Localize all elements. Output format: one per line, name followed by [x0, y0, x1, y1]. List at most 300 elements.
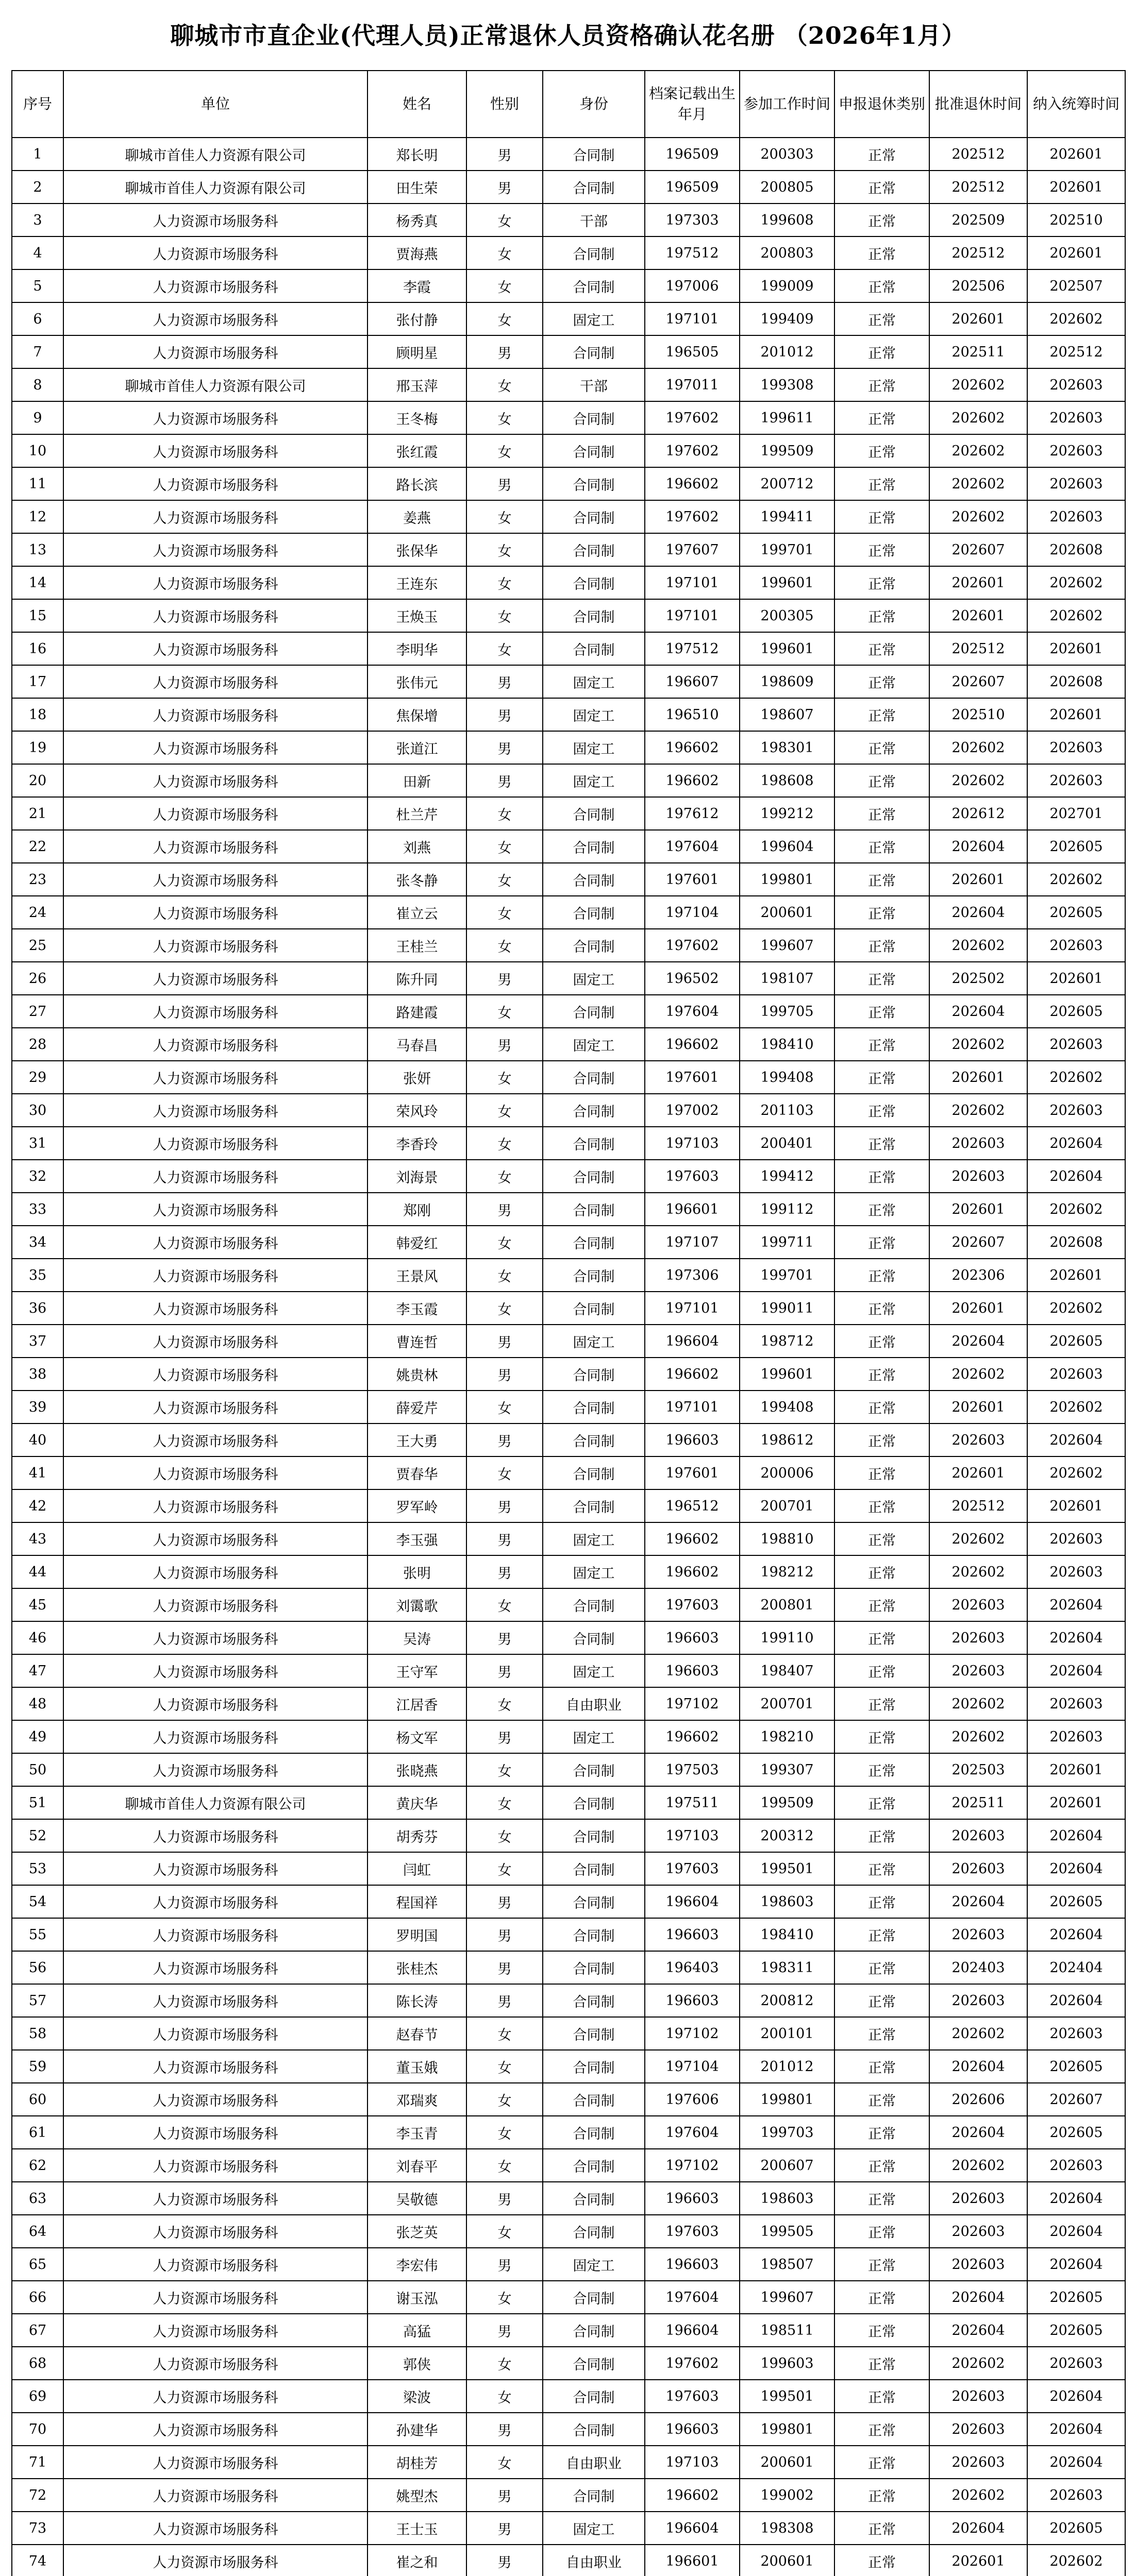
- cell-gender: 女: [466, 599, 543, 632]
- cell-approved-retire: 202601: [929, 1456, 1027, 1489]
- cell-identity: 合同制: [543, 599, 645, 632]
- cell-approved-retire: 202602: [929, 1028, 1027, 1061]
- cell-seq: 39: [12, 1391, 63, 1423]
- cell-name: 罗军岭: [367, 1489, 466, 1522]
- cell-birth: 197602: [645, 2347, 740, 2380]
- cell-pooling: 202603: [1027, 1687, 1125, 1720]
- cell-gender: 女: [466, 830, 543, 863]
- cell-unit: 人力资源市场服务科: [63, 2215, 367, 2248]
- cell-unit: 人力资源市场服务科: [63, 1358, 367, 1391]
- cell-retire-type: 正常: [834, 1127, 929, 1160]
- cell-approved-retire: 202503: [929, 1753, 1027, 1786]
- cell-gender: 男: [466, 764, 543, 797]
- cell-birth: 196602: [645, 2479, 740, 2512]
- cell-gender: 男: [466, 2314, 543, 2347]
- cell-pooling: 202605: [1027, 2281, 1125, 2314]
- cell-pooling: 202605: [1027, 2314, 1125, 2347]
- cell-pooling: 202605: [1027, 2050, 1125, 2083]
- cell-pooling: 202604: [1027, 1852, 1125, 1885]
- cell-birth: 196602: [645, 1720, 740, 1753]
- cell-approved-retire: 202604: [929, 2050, 1027, 2083]
- cell-pooling: 202602: [1027, 566, 1125, 599]
- cell-birth: 196602: [645, 1555, 740, 1588]
- cell-seq: 71: [12, 2446, 63, 2479]
- cell-gender: 女: [466, 533, 543, 566]
- cell-seq: 32: [12, 1160, 63, 1193]
- cell-seq: 12: [12, 500, 63, 533]
- cell-work-start: 199307: [740, 1753, 834, 1786]
- cell-retire-type: 正常: [834, 962, 929, 995]
- cell-name: 张明: [367, 1555, 466, 1588]
- cell-unit: 人力资源市场服务科: [63, 1226, 367, 1259]
- cell-unit: 聊城市首佳人力资源有限公司: [63, 171, 367, 204]
- cell-approved-retire: 202604: [929, 2314, 1027, 2347]
- cell-retire-type: 正常: [834, 2248, 929, 2281]
- cell-unit: 人力资源市场服务科: [63, 1555, 367, 1588]
- cell-work-start: 200701: [740, 1687, 834, 1720]
- cell-name: 杜兰芹: [367, 797, 466, 830]
- cell-pooling: 202602: [1027, 1193, 1125, 1226]
- cell-retire-type: 正常: [834, 1687, 929, 1720]
- cell-birth: 196403: [645, 1951, 740, 1984]
- cell-work-start: 199601: [740, 1358, 834, 1391]
- cell-name: 李香玲: [367, 1127, 466, 1160]
- cell-work-start: 199501: [740, 1852, 834, 1885]
- cell-identity: 合同制: [543, 335, 645, 368]
- cell-unit: 人力资源市场服务科: [63, 1325, 367, 1358]
- cell-pooling: 202604: [1027, 1423, 1125, 1456]
- table-row: [12, 1391, 1125, 1423]
- cell-approved-retire: 202602: [929, 2479, 1027, 2512]
- cell-retire-type: 正常: [834, 599, 929, 632]
- cell-name: 邓瑞爽: [367, 2083, 466, 2116]
- cell-retire-type: 正常: [834, 2083, 929, 2116]
- cell-birth: 197104: [645, 2050, 740, 2083]
- cell-pooling: 202608: [1027, 1226, 1125, 1259]
- cell-gender: 女: [466, 995, 543, 1028]
- cell-name: 孙建华: [367, 2413, 466, 2446]
- cell-retire-type: 正常: [834, 401, 929, 434]
- cell-retire-type: 正常: [834, 2446, 929, 2479]
- cell-birth: 197602: [645, 434, 740, 467]
- cell-birth: 197602: [645, 929, 740, 962]
- cell-identity: 合同制: [543, 2413, 645, 2446]
- cell-seq: 31: [12, 1127, 63, 1160]
- cell-approved-retire: 202603: [929, 1423, 1027, 1456]
- cell-pooling: 202603: [1027, 2017, 1125, 2050]
- table-row: [12, 2215, 1125, 2248]
- cell-seq: 58: [12, 2017, 63, 2050]
- cell-identity: 合同制: [543, 2215, 645, 2248]
- cell-gender: 男: [466, 2182, 543, 2215]
- table-row: [12, 764, 1125, 797]
- table-row: [12, 1160, 1125, 1193]
- cell-pooling: 202603: [1027, 401, 1125, 434]
- cell-name: 张妍: [367, 1061, 466, 1094]
- cell-gender: 女: [466, 2380, 543, 2413]
- cell-birth: 196603: [645, 1654, 740, 1687]
- cell-unit: 人力资源市场服务科: [63, 2050, 367, 2083]
- cell-pooling: 202605: [1027, 896, 1125, 929]
- cell-retire-type: 正常: [834, 1621, 929, 1654]
- header-name: 姓名: [367, 71, 466, 138]
- cell-gender: 女: [466, 1160, 543, 1193]
- cell-seq: 46: [12, 1621, 63, 1654]
- cell-work-start: 199801: [740, 2413, 834, 2446]
- cell-seq: 30: [12, 1094, 63, 1127]
- cell-retire-type: 正常: [834, 2380, 929, 2413]
- cell-work-start: 198308: [740, 2512, 834, 2545]
- cell-gender: 女: [466, 1094, 543, 1127]
- cell-identity: 合同制: [543, 1358, 645, 1391]
- cell-retire-type: 正常: [834, 698, 929, 731]
- cell-pooling: 202608: [1027, 665, 1125, 698]
- cell-identity: 合同制: [543, 2017, 645, 2050]
- cell-name: 张芝英: [367, 2215, 466, 2248]
- cell-gender: 女: [466, 1456, 543, 1489]
- cell-name: 陈升同: [367, 962, 466, 995]
- cell-approved-retire: 202603: [929, 1127, 1027, 1160]
- cell-identity: 合同制: [543, 1819, 645, 1852]
- cell-retire-type: 正常: [834, 302, 929, 335]
- cell-birth: 196604: [645, 1325, 740, 1358]
- cell-pooling: 202605: [1027, 1885, 1125, 1918]
- cell-retire-type: 正常: [834, 1028, 929, 1061]
- cell-pooling: 202605: [1027, 995, 1125, 1028]
- cell-gender: 女: [466, 2347, 543, 2380]
- cell-approved-retire: 202403: [929, 1951, 1027, 1984]
- cell-approved-retire: 202601: [929, 566, 1027, 599]
- cell-birth: 197006: [645, 269, 740, 302]
- cell-gender: 男: [466, 1951, 543, 1984]
- table-row: [12, 2281, 1125, 2314]
- cell-retire-type: 正常: [834, 2545, 929, 2576]
- table-row: [12, 1918, 1125, 1951]
- cell-seq: 34: [12, 1226, 63, 1259]
- cell-work-start: 198107: [740, 962, 834, 995]
- cell-retire-type: 正常: [834, 830, 929, 863]
- cell-birth: 196509: [645, 138, 740, 171]
- table-row: [12, 2182, 1125, 2215]
- cell-birth: 197011: [645, 368, 740, 401]
- cell-name: 刘海景: [367, 1160, 466, 1193]
- cell-unit: 人力资源市场服务科: [63, 896, 367, 929]
- cell-pooling: 202507: [1027, 269, 1125, 302]
- cell-gender: 女: [466, 1852, 543, 1885]
- cell-unit: 人力资源市场服务科: [63, 1984, 367, 2017]
- cell-identity: 合同制: [543, 1061, 645, 1094]
- cell-birth: 197104: [645, 896, 740, 929]
- cell-work-start: 201012: [740, 335, 834, 368]
- cell-unit: 人力资源市场服务科: [63, 2083, 367, 2116]
- cell-work-start: 199501: [740, 2380, 834, 2413]
- cell-gender: 女: [466, 2017, 543, 2050]
- table-row: [12, 368, 1125, 401]
- cell-pooling: 202604: [1027, 1654, 1125, 1687]
- cell-name: 吴涛: [367, 1621, 466, 1654]
- cell-work-start: 198507: [740, 2248, 834, 2281]
- cell-retire-type: 正常: [834, 2149, 929, 2182]
- cell-unit: 人力资源市场服务科: [63, 269, 367, 302]
- cell-work-start: 199505: [740, 2215, 834, 2248]
- cell-seq: 73: [12, 2512, 63, 2545]
- cell-work-start: 198311: [740, 1951, 834, 1984]
- cell-approved-retire: 202604: [929, 896, 1027, 929]
- cell-work-start: 199412: [740, 1160, 834, 1193]
- cell-pooling: 202603: [1027, 2149, 1125, 2182]
- cell-retire-type: 正常: [834, 1061, 929, 1094]
- cell-retire-type: 正常: [834, 665, 929, 698]
- cell-seq: 62: [12, 2149, 63, 2182]
- cell-pooling: 202608: [1027, 533, 1125, 566]
- cell-retire-type: 正常: [834, 731, 929, 764]
- cell-approved-retire: 202612: [929, 797, 1027, 830]
- cell-name: 张伟元: [367, 665, 466, 698]
- cell-unit: 人力资源市场服务科: [63, 1522, 367, 1555]
- cell-retire-type: 正常: [834, 2413, 929, 2446]
- cell-retire-type: 正常: [834, 1819, 929, 1852]
- cell-seq: 50: [12, 1753, 63, 1786]
- cell-birth: 197604: [645, 2116, 740, 2149]
- table-row: [12, 401, 1125, 434]
- cell-identity: 合同制: [543, 138, 645, 171]
- cell-approved-retire: 202603: [929, 1819, 1027, 1852]
- cell-identity: 合同制: [543, 1753, 645, 1786]
- cell-name: 路建霞: [367, 995, 466, 1028]
- cell-name: 贾海燕: [367, 236, 466, 269]
- cell-name: 董玉娥: [367, 2050, 466, 2083]
- cell-seq: 66: [12, 2281, 63, 2314]
- cell-work-start: 199608: [740, 204, 834, 236]
- table-row: [12, 500, 1125, 533]
- cell-retire-type: 正常: [834, 1325, 929, 1358]
- cell-retire-type: 正常: [834, 2512, 929, 2545]
- cell-seq: 65: [12, 2248, 63, 2281]
- table-row: [12, 1127, 1125, 1160]
- cell-birth: 196607: [645, 665, 740, 698]
- cell-approved-retire: 202601: [929, 1061, 1027, 1094]
- cell-approved-retire: 202603: [929, 1918, 1027, 1951]
- cell-gender: 男: [466, 171, 543, 204]
- cell-work-start: 198609: [740, 665, 834, 698]
- cell-work-start: 199801: [740, 863, 834, 896]
- cell-gender: 女: [466, 2050, 543, 2083]
- cell-pooling: 202601: [1027, 1259, 1125, 1292]
- cell-gender: 女: [466, 1226, 543, 1259]
- table-row: [12, 995, 1125, 1028]
- cell-work-start: 198410: [740, 1028, 834, 1061]
- cell-seq: 6: [12, 302, 63, 335]
- cell-work-start: 199607: [740, 2281, 834, 2314]
- cell-retire-type: 正常: [834, 929, 929, 962]
- cell-seq: 14: [12, 566, 63, 599]
- cell-seq: 74: [12, 2545, 63, 2576]
- cell-seq: 48: [12, 1687, 63, 1720]
- cell-gender: 女: [466, 368, 543, 401]
- cell-retire-type: 正常: [834, 1358, 929, 1391]
- cell-identity: 合同制: [543, 1918, 645, 1951]
- cell-work-start: 198607: [740, 698, 834, 731]
- cell-pooling: 202603: [1027, 1720, 1125, 1753]
- cell-unit: 人力资源市场服务科: [63, 236, 367, 269]
- page-title: 聊城市市直企业(代理人员)正常退休人员资格确认花名册 （2026年1月）: [170, 22, 966, 49]
- cell-name: 刘霭歌: [367, 1588, 466, 1621]
- cell-unit: 人力资源市场服务科: [63, 1423, 367, 1456]
- cell-birth: 197604: [645, 830, 740, 863]
- cell-approved-retire: 202601: [929, 1193, 1027, 1226]
- cell-gender: 女: [466, 929, 543, 962]
- cell-gender: 女: [466, 1061, 543, 1094]
- cell-name: 杨文军: [367, 1720, 466, 1753]
- cell-approved-retire: 202512: [929, 171, 1027, 204]
- cell-unit: 人力资源市场服务科: [63, 962, 367, 995]
- table-row: [12, 1456, 1125, 1489]
- cell-gender: 女: [466, 236, 543, 269]
- cell-approved-retire: 202512: [929, 236, 1027, 269]
- cell-birth: 197612: [645, 797, 740, 830]
- cell-approved-retire: 202602: [929, 1687, 1027, 1720]
- cell-birth: 197503: [645, 1753, 740, 1786]
- cell-seq: 13: [12, 533, 63, 566]
- cell-identity: 干部: [543, 204, 645, 236]
- cell-pooling: 202603: [1027, 1028, 1125, 1061]
- cell-work-start: 199002: [740, 2479, 834, 2512]
- table-row: [12, 1951, 1125, 1984]
- cell-identity: 合同制: [543, 533, 645, 566]
- cell-seq: 42: [12, 1489, 63, 1522]
- cell-name: 姜燕: [367, 500, 466, 533]
- cell-unit: 人力资源市场服务科: [63, 2347, 367, 2380]
- cell-unit: 人力资源市场服务科: [63, 1292, 367, 1325]
- table-row: [12, 138, 1125, 171]
- table-row: [12, 1292, 1125, 1325]
- table-row: [12, 2314, 1125, 2347]
- cell-birth: 197103: [645, 1819, 740, 1852]
- cell-retire-type: 正常: [834, 1753, 929, 1786]
- cell-identity: 合同制: [543, 2182, 645, 2215]
- cell-gender: 男: [466, 1489, 543, 1522]
- table-row: [12, 2479, 1125, 2512]
- cell-identity: 合同制: [543, 863, 645, 896]
- cell-identity: 合同制: [543, 896, 645, 929]
- cell-approved-retire: 202602: [929, 1094, 1027, 1127]
- cell-unit: 人力资源市场服务科: [63, 1687, 367, 1720]
- cell-seq: 21: [12, 797, 63, 830]
- cell-unit: 人力资源市场服务科: [63, 1753, 367, 1786]
- cell-retire-type: 正常: [834, 204, 929, 236]
- cell-name: 郭侠: [367, 2347, 466, 2380]
- cell-seq: 45: [12, 1588, 63, 1621]
- cell-approved-retire: 202602: [929, 500, 1027, 533]
- cell-retire-type: 正常: [834, 995, 929, 1028]
- cell-work-start: 198712: [740, 1325, 834, 1358]
- cell-work-start: 198301: [740, 731, 834, 764]
- cell-approved-retire: 202602: [929, 929, 1027, 962]
- cell-name: 王冬梅: [367, 401, 466, 434]
- cell-birth: 197102: [645, 2017, 740, 2050]
- cell-pooling: 202601: [1027, 171, 1125, 204]
- cell-approved-retire: 202603: [929, 2380, 1027, 2413]
- cell-identity: 合同制: [543, 1127, 645, 1160]
- cell-name: 贾春华: [367, 1456, 466, 1489]
- cell-gender: 男: [466, 1720, 543, 1753]
- cell-name: 崔之和: [367, 2545, 466, 2576]
- cell-work-start: 199604: [740, 830, 834, 863]
- cell-gender: 女: [466, 1127, 543, 1160]
- cell-name: 梁波: [367, 2380, 466, 2413]
- cell-identity: 合同制: [543, 401, 645, 434]
- cell-retire-type: 正常: [834, 863, 929, 896]
- table-row: [12, 2446, 1125, 2479]
- cell-identity: 固定工: [543, 665, 645, 698]
- cell-name: 张晓燕: [367, 1753, 466, 1786]
- cell-retire-type: 正常: [834, 896, 929, 929]
- cell-unit: 聊城市首佳人力资源有限公司: [63, 1786, 367, 1819]
- cell-name: 程国祥: [367, 1885, 466, 1918]
- cell-seq: 52: [12, 1819, 63, 1852]
- cell-identity: 合同制: [543, 1456, 645, 1489]
- cell-work-start: 200312: [740, 1819, 834, 1852]
- cell-pooling: 202602: [1027, 1292, 1125, 1325]
- cell-seq: 63: [12, 2182, 63, 2215]
- cell-unit: 人力资源市场服务科: [63, 1094, 367, 1127]
- cell-seq: 24: [12, 896, 63, 929]
- cell-birth: 197603: [645, 1160, 740, 1193]
- cell-work-start: 199409: [740, 302, 834, 335]
- cell-pooling: 202601: [1027, 632, 1125, 665]
- cell-retire-type: 正常: [834, 1423, 929, 1456]
- cell-identity: 合同制: [543, 1489, 645, 1522]
- cell-birth: 197306: [645, 1259, 740, 1292]
- cell-unit: 人力资源市场服务科: [63, 2248, 367, 2281]
- cell-approved-retire: 202603: [929, 2248, 1027, 2281]
- cell-name: 闫虹: [367, 1852, 466, 1885]
- cell-work-start: 199705: [740, 995, 834, 1028]
- cell-gender: 女: [466, 204, 543, 236]
- cell-birth: 197101: [645, 599, 740, 632]
- cell-birth: 197102: [645, 2149, 740, 2182]
- cell-unit: 人力资源市场服务科: [63, 1918, 367, 1951]
- cell-gender: 男: [466, 1358, 543, 1391]
- cell-birth: 196602: [645, 467, 740, 500]
- cell-seq: 8: [12, 368, 63, 401]
- cell-gender: 男: [466, 665, 543, 698]
- cell-name: 邢玉萍: [367, 368, 466, 401]
- cell-birth: 197512: [645, 632, 740, 665]
- cell-seq: 23: [12, 863, 63, 896]
- cell-approved-retire: 202604: [929, 1325, 1027, 1358]
- cell-gender: 男: [466, 1423, 543, 1456]
- cell-work-start: 200401: [740, 1127, 834, 1160]
- table-row: [12, 1984, 1125, 2017]
- cell-seq: 70: [12, 2413, 63, 2446]
- cell-pooling: 202603: [1027, 368, 1125, 401]
- cell-retire-type: 正常: [834, 1456, 929, 1489]
- cell-pooling: 202601: [1027, 1786, 1125, 1819]
- cell-identity: 合同制: [543, 1984, 645, 2017]
- table-row: [12, 335, 1125, 368]
- cell-retire-type: 正常: [834, 2182, 929, 2215]
- cell-work-start: 200305: [740, 599, 834, 632]
- cell-seq: 72: [12, 2479, 63, 2512]
- cell-gender: 女: [466, 2083, 543, 2116]
- cell-seq: 40: [12, 1423, 63, 1456]
- cell-identity: 固定工: [543, 764, 645, 797]
- cell-name: 王守军: [367, 1654, 466, 1687]
- table-row: [12, 1819, 1125, 1852]
- cell-birth: 196604: [645, 2512, 740, 2545]
- cell-name: 胡桂芳: [367, 2446, 466, 2479]
